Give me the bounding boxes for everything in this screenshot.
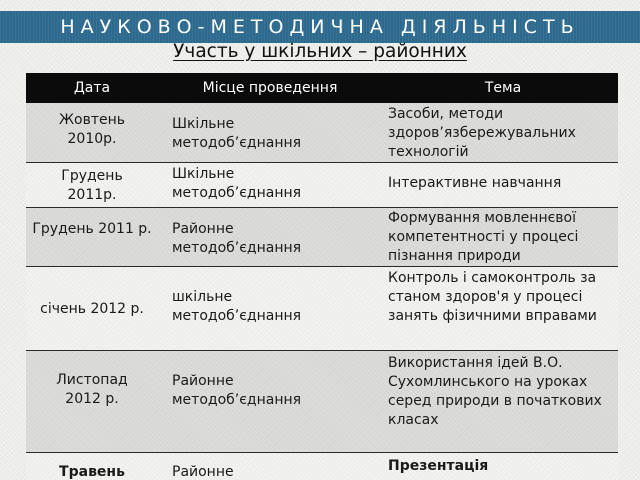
section-banner: НАУКОВО-МЕТОДИЧНА ДІЯЛЬНІСТЬ [0,11,640,43]
cell-topic: Використання ідей В.О. Сухомлинського на уроках серед природи в початкових класах [370,351,618,453]
header-place: Місце проведення [158,73,370,103]
cell-date: Грудень 2011 р. [26,208,158,267]
cell-topic: Формування мовленнєвої компетентності у процесі пізнання природи [370,208,618,267]
activities-table [26,73,618,480]
cell-date: Грудень 2011р. [26,163,158,208]
cell-place: Шкільне методоб’єднання [158,103,370,163]
cell-topic: Інтерактивне навчання [370,163,618,208]
header-date: Дата [26,73,158,103]
cell-date: Листопад 2012 р. [26,351,158,453]
table-row [26,163,618,208]
cell-place: Шкільне методоб’єднання [158,163,370,208]
cell-date: січень 2012 р. [26,267,158,351]
table-row [26,267,618,351]
cell-place: Районне методоб’єднання [158,351,370,453]
table-row [26,351,618,453]
cell-topic: Контроль і самоконтроль за станом здоров'я у процесі занять фізичними вправами [370,267,618,351]
table-row [26,208,618,267]
cell-place: шкільне методоб’єднання [158,267,370,351]
cell-date: Жовтень 2010р. [26,103,158,163]
header-topic: Тема [370,73,618,103]
table-row [26,453,618,480]
cell-date: Травень [26,453,158,480]
cell-topic: Засоби, методи здоров’язбережувальних технологій [370,103,618,163]
cell-topic: Презентація [370,453,618,480]
cell-place: Районне методоб’єднання [158,208,370,267]
subtitle-text: Участь у шкільних – районних [173,41,467,62]
table-row [26,103,618,163]
slide-subtitle [0,41,640,62]
table-header-row [26,73,618,103]
cell-place: Районне [158,453,370,480]
